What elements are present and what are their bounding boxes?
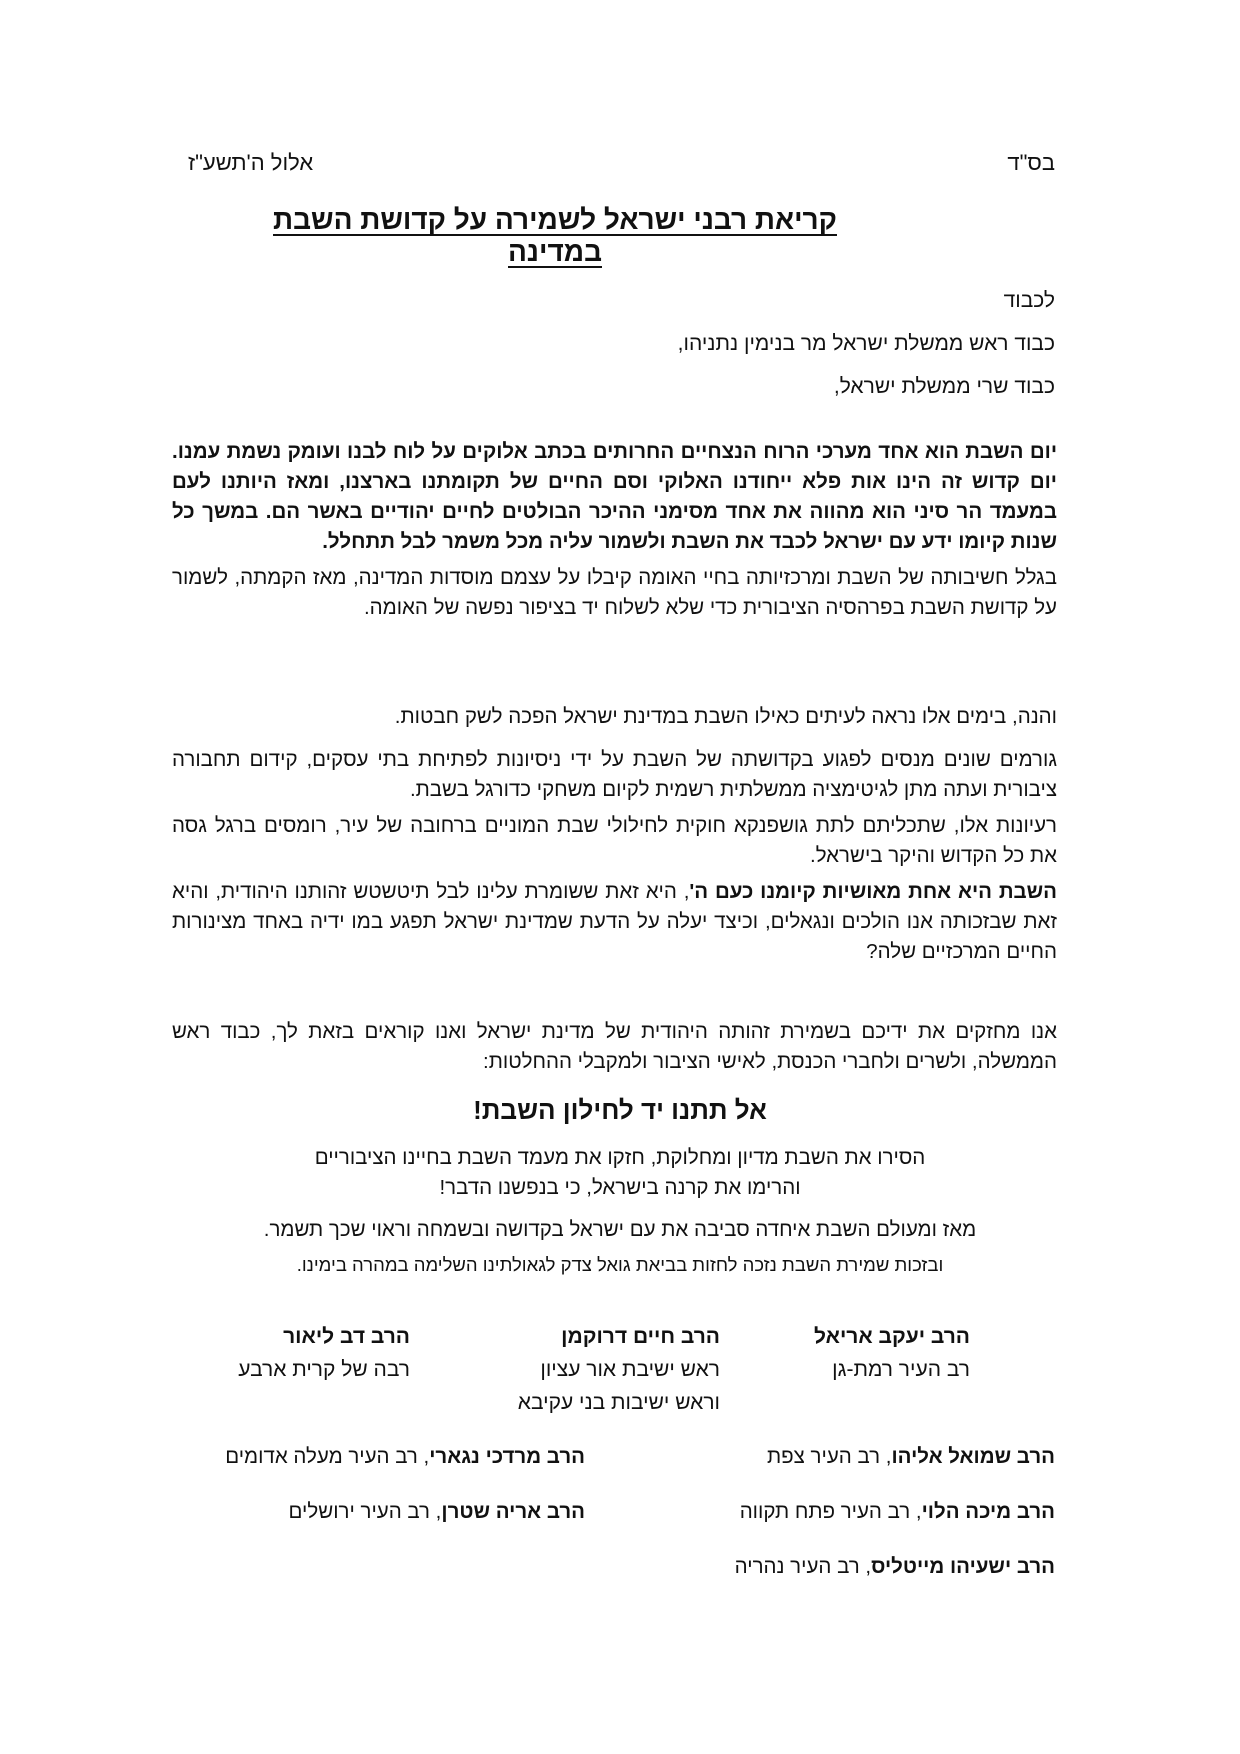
signatory-other — [289, 1500, 585, 1524]
letter-title: קריאת רבני ישראל לשמירה על קדושת השבת במדינה — [273, 204, 837, 267]
closing-line-4: ובזכות שמירת השבת נזכה לחזות בביאת גואל צדק לגאולתינו השלימה במהרה בימינו. — [296, 1254, 944, 1275]
signatory-name: הרב דב ליאור — [283, 1325, 410, 1348]
signatory-main — [160, 1320, 410, 1386]
signatory-name: הרב ישעיהו מייטליס — [871, 1555, 1055, 1578]
bsd-header: בס"ד — [1007, 150, 1055, 175]
paragraph-foundation — [172, 877, 1057, 967]
signatory-name: הרב חיים דרוקמן — [561, 1325, 720, 1348]
paragraph-punching-bag: והנה, בימים אלו נראה לעיתים כאילו השבת במדינת ישראל הפכה לשק חבטות. — [394, 705, 1057, 728]
recipient-prime-minister: כבוד ראש ממשלת ישראל מר בנימין נתניהו, — [677, 332, 1055, 355]
signatory-name: הרב שמואל אליהו — [891, 1445, 1055, 1468]
signatory-title-2: וראש ישיבות בני עקיבא — [517, 1391, 720, 1414]
hebrew-date: אלול ה'תשע"ז — [188, 150, 314, 175]
signatory-name: הרב מרדכי נגארי — [429, 1445, 585, 1468]
signatory-title: , רב העיר נהריה — [734, 1555, 872, 1578]
signatory-title: רבה של קרית ארבע — [238, 1358, 410, 1381]
signatory-name: הרב אריה שטרן — [441, 1500, 585, 1523]
signatory-title: , רב העיר צפת — [767, 1445, 892, 1468]
slogan-heading: אל תתנו יד לחילון השבת! — [473, 1095, 767, 1125]
signatory-main — [720, 1320, 970, 1386]
signatory-title: , רב העיר ירושלים — [288, 1500, 442, 1523]
closing-line-1: הסירו את השבת מדיון ומחלוקת, חזקו את מעמד השבת בחיינו הציבוריים — [314, 1146, 926, 1169]
paragraph-threats: גורמים שונים מנסים לפגוע בקדושתה של השבת על ידי ניסיונות לפתיחת בתי עסקים, קידום תחבורה ציבורית ועתה מתן לגיטימציה ממשלתית רשמית לקיום משחקי כדורגל בשבת. — [172, 748, 1057, 801]
paragraph-call: אנו מחזקים את ידיכם בשמירת זהותה היהודית של מדינת ישראל ואנו קוראים בזאת לך, כבוד ראש הממשלה, ולשרים ולחברי הכנסת, לאישי הציבור ולמקבלי ההחלטות: — [172, 1020, 1057, 1073]
foundation-bold-phrase: השבת היא אחת מאושיות קיומנו כעם ה' — [689, 880, 1058, 903]
signatory-other — [767, 1445, 1055, 1469]
signatory-name: הרב יעקב אריאל — [814, 1325, 970, 1348]
signatory-other — [225, 1445, 585, 1469]
closing-line-2: והרימו את קרנה בישראל, כי בנפשנו הדבר! — [439, 1176, 801, 1199]
signatory-name: הרב מיכה הלוי — [921, 1500, 1055, 1523]
signatory-title: , רב העיר פתח תקווה — [739, 1500, 922, 1523]
foundation-rest: , היא זאת ששומרת עלינו לבל תיטשטש זהותנו היהודית, והיא זאת שבזכותה אנו הולכים ונגאלים, וכיצד יעלה על הדעת שמדינת ישראל תפגע במו ידיה באחד מצינורות החיים המרכזיים שלה? — [172, 880, 1057, 963]
salutation: לכבוד — [1003, 289, 1055, 312]
paragraph-importance: בגלל חשיבותה של השבת ומרכזיותה בחיי האומה קיבלו על עצמם מוסדות המדינה, מאז הקמתה, לשמור על קדושת השבת בפרהסיה הציבורית כדי שלא לשלוח יד בציפור נפשה של האומה. — [172, 566, 1057, 619]
signatory-other — [740, 1500, 1055, 1524]
signatory-title: רב העיר רמת-גן — [832, 1358, 970, 1381]
signatory-other — [735, 1555, 1055, 1579]
closing-line-3: מאז ומעולם השבת איחדה סביבה את עם ישראל בקדושה ובשמחה וראוי שכך תשמר. — [263, 1218, 977, 1241]
recipient-ministers: כבוד שרי ממשלת ישראל, — [833, 375, 1055, 398]
signatory-main — [470, 1320, 720, 1419]
signatory-title: ראש ישיבת אור עציון — [540, 1358, 720, 1381]
paragraph-ideas: רעיונות אלו, שתכליתם לתת גושפנקא חוקית לחילולי שבת המוניים ברחובה של עיר, רומסים ברגל גסה את כל הקדוש והיקר בישראל. — [172, 814, 1057, 867]
signatory-title: , רב העיר מעלה אדומים — [225, 1445, 430, 1468]
paragraph-intro: יום השבת הוא אחד מערכי הרוח הנצחיים החרותים בכתב אלוקים על לוח לבנו ועומק נשמת עמנו. יום קדוש זה הינו אות פלא ייחודנו האלוקי וסם החיים של תקומתנו בארצנו, ומאז היותנו לעם במעמד הר סיני הוא מהווה את אחד מסימני ההיכר הבולטים לחיים יהודיים באשר הם. במשך כל שנות קיומו ידע עם ישראל לכבד את השבת ולשמור עליה מכל משמר לבל תתחלל. — [172, 440, 1057, 553]
